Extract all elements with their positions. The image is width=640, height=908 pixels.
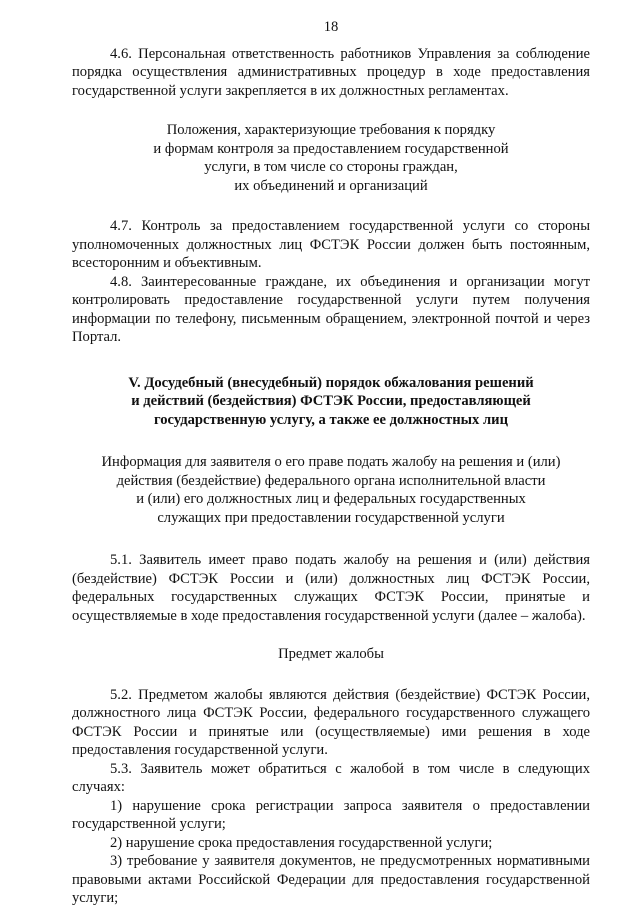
section-title-line: государственную услугу, а также ее должностных лиц xyxy=(154,411,508,428)
heading-applicant-info xyxy=(72,453,590,527)
heading-complaint-subject: Предмет жалобы xyxy=(278,646,384,662)
list-item: 3) требование у заявителя документов, не предусмотренных нормативными правовыми актами Российской Федерации для предоставления государственной услуги; xyxy=(72,853,590,906)
paragraph-4-8: 4.8. Заинтересованные граждане, их объединения и организации могут контролировать предоставление государственной услуги путем получения информации по телефону, письменным обращением, электронной почтой и через Портал. xyxy=(72,273,590,345)
list-item: 1) нарушение срока регистрации запроса заявителя о предоставлении государственной услуги; xyxy=(72,797,590,832)
paragraph-4-7: 4.7. Контроль за предоставлением государственной услуги со стороны уполномоченных должностных лиц ФСТЭК России должен быть постоянным, всесторонним и объективным. xyxy=(72,218,590,271)
paragraph-5-1: 5.1. Заявитель имеет право подать жалобу на решения и (или) действия (бездействие) ФСТЭК России и (или) должностных лиц ФСТЭК России, федеральных государственных служащих ФСТЭК России, принятые и осуществляемые в ходе предоставления государственной услуги (далее – жалоба). xyxy=(72,552,590,624)
paragraph-5-2: 5.2. Предметом жалобы являются действия (бездействие) ФСТЭК России, должностного лица ФСТЭК России, федерального государственного служащего ФСТЭК России и принятые или (осуществляемые) ими решения в ходе предоставления государственной услуги. xyxy=(72,686,590,758)
paragraph-4-6: 4.6. Персональная ответственность работников Управления за соблюдение порядка осуществления административных процедур в ходе предоставления государственной услуги закрепляется в их должностных регламентах. xyxy=(72,45,590,99)
heading-line: их объединений и организаций xyxy=(234,177,428,194)
heading-line: Положения, характеризующие требования к порядку xyxy=(166,122,496,138)
heading-line: и формам контроля за предоставлением государственной xyxy=(153,140,509,157)
heading-line: и (или) его должностных лиц и федеральных государственных xyxy=(136,491,526,507)
paragraph-5-3: 5.3. Заявитель может обратиться с жалобой в том числе в следующих случаях: xyxy=(72,760,590,795)
section-title-line: V. Досудебный (внесудебный) порядок обжалования решений xyxy=(128,374,534,391)
list-item: 2) нарушение срока предоставления государственной услуги; xyxy=(110,834,493,851)
heading-line: Информация для заявителя о его праве подать жалобу на решения и (или) xyxy=(101,454,561,470)
section-title-line: и действий (бездействия) ФСТЭК России, предоставляющей xyxy=(131,393,531,409)
heading-control-requirements xyxy=(72,121,590,195)
document-page xyxy=(72,18,590,908)
page-number: 18 xyxy=(323,19,339,35)
heading-line: служащих при предоставлении государственной услуги xyxy=(157,509,505,526)
section-v-title xyxy=(72,374,590,430)
heading-line: услуги, в том числе со стороны граждан, xyxy=(204,159,458,175)
heading-line: действия (бездействие) федерального органа исполнительной власти xyxy=(116,472,546,489)
